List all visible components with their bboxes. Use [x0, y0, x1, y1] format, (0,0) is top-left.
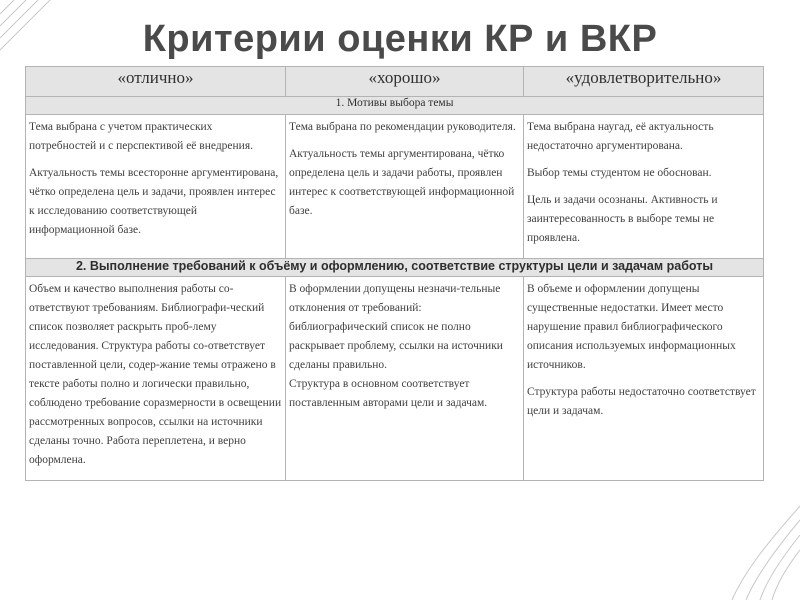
header-row: [26, 67, 764, 97]
cell-text: Актуальность темы аргументирована, чётко определена цель и задачи работы, проявлен интерес к соответствующей информационной базе.: [289, 148, 515, 217]
page-title: Критерии оценки КР и ВКР: [142, 18, 658, 60]
cell-text: Цель и задачи осознаны. Активность и заинтересованность в выборе темы не проявлена.: [527, 194, 718, 244]
criteria-table: [25, 66, 764, 481]
cell-text: В оформлении допущены незначи-тельные отклонения от требований: библиографический список не полно раскрывает проблему, ссылки на источники сделаны правильно.: [289, 283, 503, 371]
cell-text: Структура работы недостаточно соответствует цели и задачам.: [527, 386, 756, 417]
cell-good: [286, 277, 524, 481]
cell-text: Объем и качество выполнения работы со-ответствуют требованиям. Библиографи-ческий список позволяет раскрыть проб-лему исследования. Структура работы со-ответствует поставленной цели, содер-жание темы отражено в тексте работы полно и логически правильно, соблюдено требование соразмерности в освещении рассмотренных вопросов, ссылки на источники сделаны точно. Работа переплетена, и верно оформлена.: [29, 283, 282, 466]
cell-text: В объеме и оформлении допущены существенные недостатки. Имеет место нарушение правил библиографического описания используемых информационных источников.: [527, 283, 736, 371]
cell-satisfactory: [524, 115, 764, 259]
cell-text: Актуальность темы всесторонне аргументирована, чётко определена цель и задачи, проявлен интерес к исследованию соответствующей информационной базе.: [29, 167, 279, 236]
header-satisfactory: «удовлетворительно»: [524, 67, 764, 97]
cell-text: Тема выбрана наугад, её актуальность недостаточно аргументирована.: [527, 121, 714, 152]
cell-good: [286, 115, 524, 259]
cell-text: Тема выбрана с учетом практических потребностей и с перспективой её внедрения.: [29, 121, 254, 152]
table-row: [26, 115, 764, 259]
cell-text: Тема выбрана по рекомендации руководителя.: [289, 121, 516, 133]
cell-text: Структура в основном соответствует поставленным авторами цели и задачам.: [289, 378, 488, 409]
section-title: 1. Мотивы выбора темы: [26, 97, 764, 115]
cell-text: Выбор темы студентом не обоснован.: [527, 167, 712, 179]
section-row-topic-motives: [26, 97, 764, 115]
header-good: «хорошо»: [286, 67, 524, 97]
section-title: 2. Выполнение требований к объёму и оформлению, соответствие структуры цели и задачам работы: [26, 259, 764, 277]
cell-excellent: [26, 277, 286, 481]
cell-satisfactory: [524, 277, 764, 481]
cell-excellent: [26, 115, 286, 259]
section-row-requirements: [26, 259, 764, 277]
table-row: [26, 277, 764, 481]
header-excellent: «отлично»: [26, 67, 286, 97]
